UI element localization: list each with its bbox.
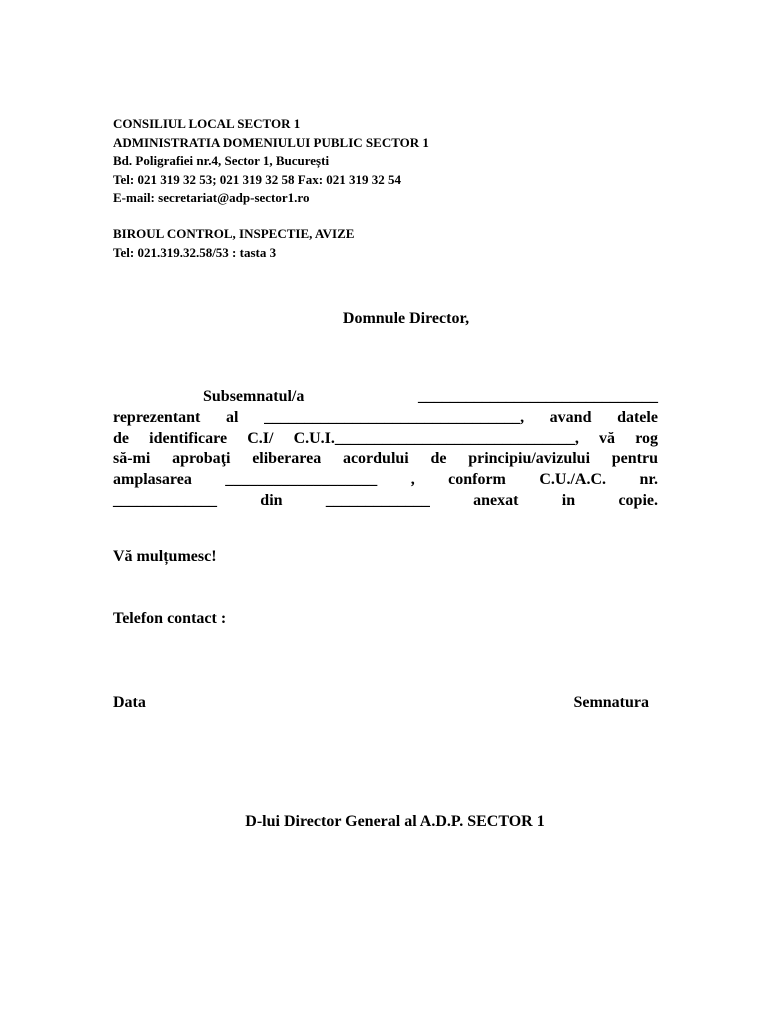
request-line-6: _____________ din _____________ anexat in copie. [113,491,658,509]
request-line-3: de identificare C.I/ C.U.I.______________________________, vă rog [113,429,658,447]
administration-name: ADMINISTRATIA DOMENIULUI PUBLIC SECTOR 1 [113,134,429,150]
date-label: Data [113,694,146,711]
contact-phone-label: Telefon contact : [113,610,227,627]
department-block [113,225,354,262]
request-line-4: să-mi aprobaţi eliberarea acordului de principiu/avizului pentru [113,450,658,468]
request-line-1: Subsemnatul/a ______________________________ [203,388,658,405]
signature-label: Semnatura [573,694,649,711]
department-name: BIROUL CONTROL, INSPECTIE, AVIZE [113,226,355,241]
phone-fax: Tel: 021 319 32 53; 021 319 32 58 Fax: 021 319 32 54 [113,171,402,187]
salutation: Domnule Director, [342,310,470,327]
address: Bd. Poligrafiei nr.4, Sector 1, București [113,153,330,169]
letterhead [113,115,429,208]
request-paragraph [113,387,658,512]
request-line-5: amplasarea ___________________ , conform C.U./A.C. nr. [113,471,658,489]
council-name: CONSILIUL LOCAL SECTOR 1 [113,116,301,131]
closing-thanks: Vă mulțumesc! [113,548,217,565]
email: E-mail: secretariat@adp-sector1.ro [113,190,310,206]
department-phone: Tel: 021.319.32.58/53 : tasta 3 [113,244,277,260]
request-line-2: reprezentant al ________________________________, avand datele [113,408,658,426]
addressee: D-lui Director General al A.D.P. SECTOR 1 [245,813,545,830]
